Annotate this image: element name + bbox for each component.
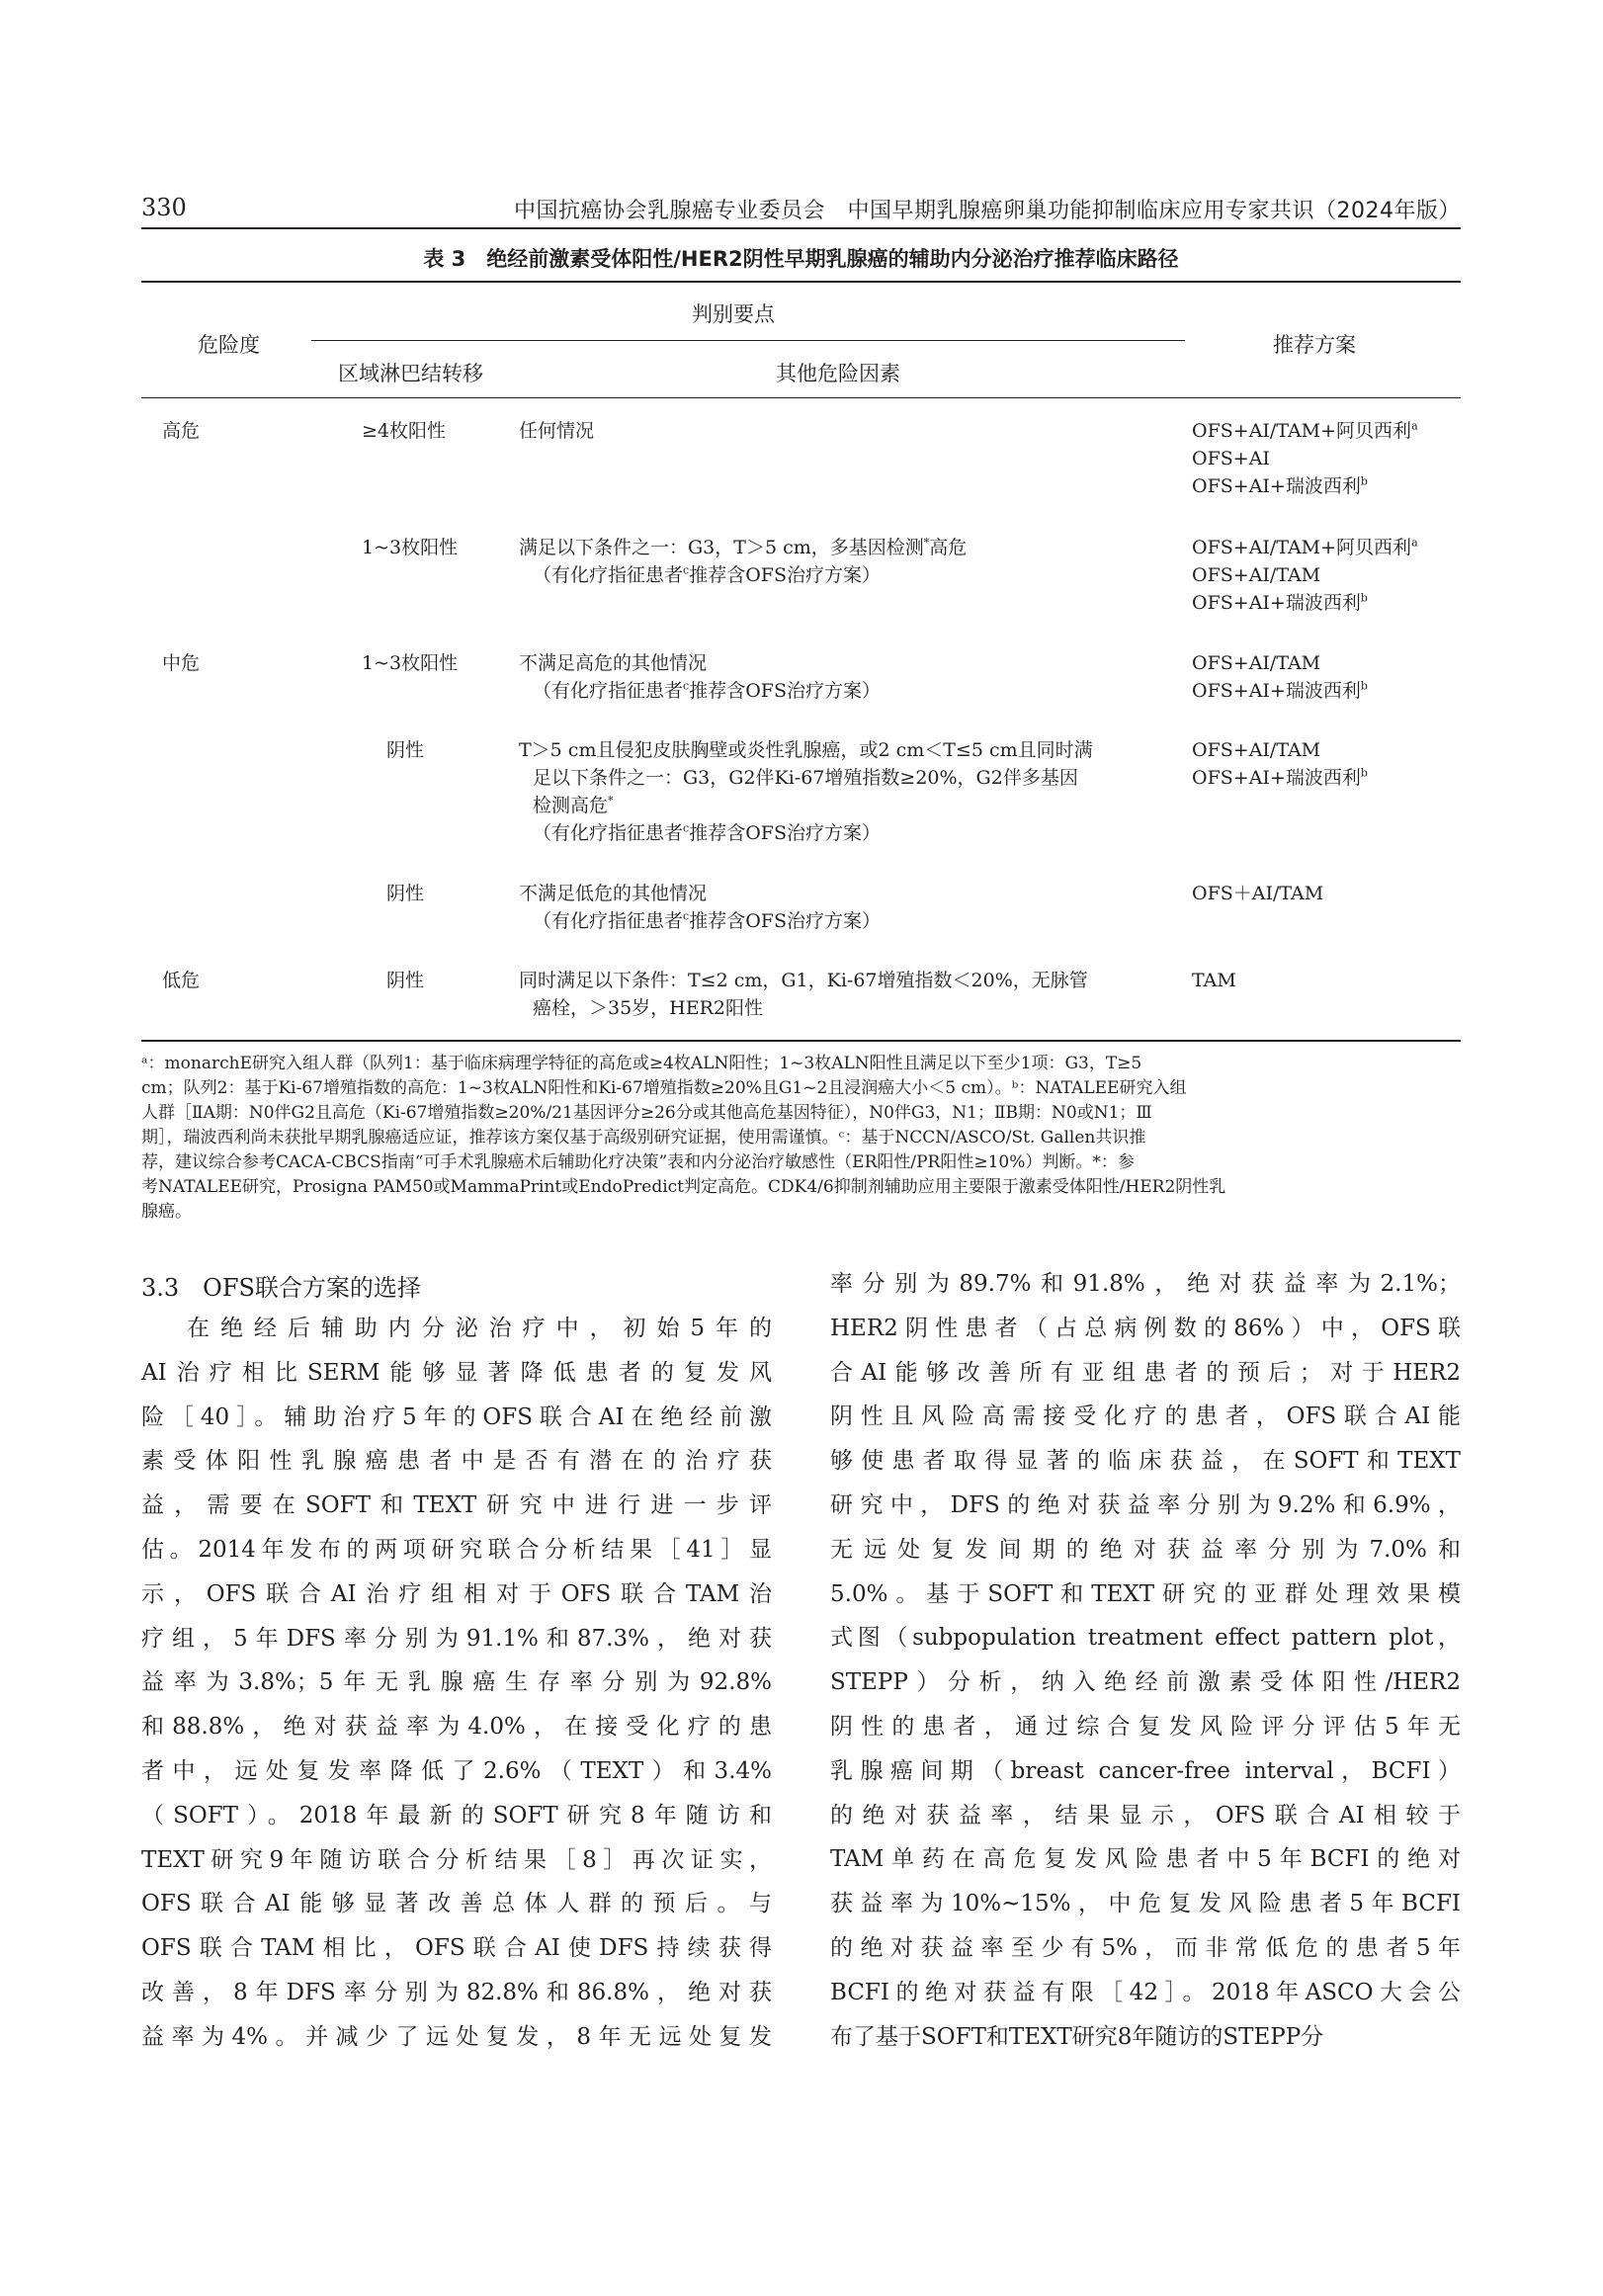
other-text: 不满足高危的其他情况 [519, 652, 708, 674]
cell-risk: 低危 [162, 970, 201, 991]
footnote-line: 荐，建议综合参考CACA-CBCS指南“可手术乳腺癌术后辅助化疗决策”表和内分泌治疗敏感性（ER阳性/PR阳性≥10%）判断。*：参 [141, 1152, 1135, 1172]
body-line: AI治疗相比SERM能够显著降低患者的复发风 [141, 1359, 772, 1386]
recommend-text: OFS+AI+瑞波西利 [1192, 767, 1361, 789]
body-line: TEXT研究9年随访联合分析结果［8］再次证实， [141, 1846, 772, 1873]
header-recommend: 推荐方案 [1273, 333, 1356, 357]
footnote-line: cm；队列2：基于Ki-67增殖指数的高危：1~3枚ALN阳性和Ki-67增殖指数≥20%且G1~2且浸润癌大小＜5 cm）。ᵇ：NATALEE研究入组 [141, 1078, 1187, 1098]
other-line [519, 880, 881, 907]
recommend-text: OFS＋AI/TAM [1192, 883, 1324, 904]
other-text: 检测高危 [533, 795, 609, 816]
body-line: 者中，远处复发率降低了2.6%（TEXT）和3.4% [141, 1757, 772, 1784]
body-line: TAM单药在高危复发风险患者中5年BCFI的绝对 [830, 1846, 1461, 1873]
other-line [519, 677, 881, 705]
cell-other-factors [519, 967, 1088, 1022]
body-line: 在绝经后辅助内分泌治疗中，初始5年的 [187, 1316, 772, 1341]
body-line: （SOFT）。2018年最新的SOFT研究8年随访和 [141, 1802, 772, 1828]
body-line: 阴性的患者，通过综合复发风险评分评估5年无 [830, 1713, 1461, 1740]
header-risk: 危险度 [198, 333, 260, 357]
body-line: OFS联合TAM相比，OFS联合AI使DFS持续获得 [141, 1935, 772, 1962]
footnote-mark: c [683, 909, 690, 923]
table-bottom-rule [141, 1040, 1461, 1042]
body-line: 险［40］。辅助治疗5年的OFS联合AI在绝经前激 [141, 1403, 772, 1430]
cell-other-factors [519, 417, 594, 445]
recommend-line [1192, 677, 1368, 705]
body-line: 率分别为89.7%和91.8%，绝对获益率为2.1%； [830, 1271, 1461, 1297]
body-line: STEPP）分析，纳入绝经前激素受体阳性/HER2 [830, 1669, 1461, 1696]
other-text: （有化疗指征患者 [533, 822, 684, 844]
cell-lymph: 1~3枚阳性 [362, 537, 459, 558]
other-text: （有化疗指征患者 [533, 910, 684, 932]
recommend-text: OFS+AI+瑞波西利 [1192, 475, 1361, 497]
body-line: 无远处复发间期的绝对获益率分别为7.0%和 [830, 1536, 1461, 1563]
other-text: 满足以下条件之一：G3，T＞5 cm，多基因检测 [519, 537, 924, 558]
other-text: 推荐含OFS治疗方案） [689, 822, 881, 844]
cell-other-factors [519, 880, 881, 935]
body-line: 估。2014年发布的两项研究联合分析结果［41］显 [141, 1536, 772, 1563]
body-line: 的绝对获益率至少有5%，而非常低危的患者5年 [830, 1934, 1461, 1961]
other-text: 推荐含OFS治疗方案） [689, 564, 881, 586]
footnote-mark: * [923, 536, 930, 550]
recommend-line [1192, 445, 1418, 472]
cell-lymph: 阴性 [386, 883, 425, 904]
other-text: （有化疗指征患者 [533, 564, 684, 586]
recommend-text: OFS+AI/TAM [1192, 564, 1321, 586]
body-line: 合AI能够改善所有亚组患者的预后；对于HER2 [830, 1359, 1461, 1386]
header-lymph: 区域淋巴结转移 [338, 362, 483, 385]
header-divider [141, 227, 1461, 229]
body-line: 改善，8年DFS率分别为82.8%和86.8%，绝对获 [141, 1979, 772, 2005]
footnote-mark: b [1360, 679, 1368, 693]
other-text: T＞5 cm且侵犯皮肤胸壁或炎性乳腺癌，或2 cm＜T≤5 cm且同时满 [519, 739, 1093, 761]
other-line [519, 764, 1093, 792]
recommend-line [1192, 649, 1368, 677]
footnote-mark: c [683, 563, 690, 577]
recommend-line [1192, 417, 1418, 445]
body-line: 研究中，DFS的绝对获益率分别为9.2%和6.9%， [830, 1491, 1461, 1518]
body-line: 阴性且风险高需接受化疗的患者，OFS联合AI能 [830, 1403, 1461, 1430]
footnote-mark: a [1411, 536, 1418, 550]
recommend-text: OFS+AI/TAM+阿贝西利 [1192, 420, 1412, 442]
other-text: 推荐含OFS治疗方案） [689, 910, 881, 932]
recommend-text: OFS+AI [1192, 448, 1270, 469]
body-line: 素受体阳性乳腺癌患者中是否有潜在的治疗获 [141, 1448, 772, 1475]
cell-recommend [1192, 534, 1418, 617]
other-line [519, 649, 881, 677]
other-line [519, 736, 1093, 764]
recommend-text: OFS+AI/TAM [1192, 739, 1321, 761]
footnote-line: ᵃ：monarchE研究入组人群（队列1：基于临床病理学特征的高危或≥4枚ALN阳性；1~3枚ALN阳性且满足以下至少1项：G3，T≥5 [141, 1054, 1142, 1073]
other-line [519, 819, 1093, 847]
table-header-rule [141, 397, 1461, 398]
footnote-mark: a [1411, 419, 1418, 433]
cell-recommend [1192, 736, 1368, 792]
recommend-line [1192, 736, 1368, 764]
footnote-mark: c [683, 679, 690, 693]
header-criteria: 判别要点 [692, 302, 775, 326]
other-line [519, 967, 1088, 994]
other-text: 高危 [929, 537, 968, 558]
body-line: HER2阴性患者（占总病例数的86%）中，OFS联 [830, 1315, 1461, 1341]
recommend-line [1192, 561, 1418, 589]
recommend-text: OFS+AI+瑞波西利 [1192, 680, 1361, 702]
cell-other-factors [519, 649, 881, 705]
footnote-mark: b [1360, 591, 1368, 605]
body-line: 的绝对获益率，结果显示，OFS联合AI相较于 [830, 1802, 1461, 1828]
recommend-line [1192, 472, 1418, 500]
footnote-mark: b [1360, 474, 1368, 488]
body-line: 获益率为10%~15%，中危复发风险患者5年BCFI [830, 1891, 1461, 1917]
body-line: OFS联合AI能够显著改善总体人群的预后。与 [141, 1891, 772, 1917]
section-heading: 3.3 OFS联合方案的选择 [141, 1274, 421, 1302]
cell-risk: 中危 [162, 652, 201, 674]
recommend-line [1192, 764, 1368, 792]
body-line: 益，需要在SOFT和TEXT研究中进行进一步评 [141, 1492, 772, 1519]
recommend-text: TAM [1192, 970, 1236, 991]
other-text: 足以下条件之一：G3，G2伴Ki-67增殖指数≥20%，G2伴多基因 [533, 767, 1078, 789]
other-line [519, 534, 967, 561]
other-line: 任何情况 [519, 420, 595, 442]
recommend-text: OFS+AI+瑞波西利 [1192, 592, 1361, 614]
header-other: 其他危险因素 [776, 362, 900, 385]
footnote-line: 期］，瑞波西利尚未获批早期乳腺癌适应证，推荐该方案仅基于高级别研究证据，使用需谨慎。ᶜ：基于NCCN/ASCO/St. Gallen共识推 [141, 1128, 1146, 1148]
table-top-rule [141, 281, 1461, 283]
body-line: 乳腺癌间期（breast cancer-free interval，BCFI） [830, 1757, 1461, 1784]
other-line [519, 994, 1088, 1022]
body-line: 5.0%。基于SOFT和TEXT研究的亚群处理效果模 [830, 1580, 1461, 1607]
cell-other-factors [519, 534, 967, 589]
other-line [519, 792, 1093, 819]
body-line: 益率为4%。并减少了远处复发，8年无远处复发 [141, 2023, 772, 2050]
body-line: 疗组，5年DFS率分别为91.1%和87.3%，绝对获 [141, 1625, 772, 1652]
other-line [519, 561, 967, 589]
recommend-text: OFS+AI/TAM+阿贝西利 [1192, 537, 1412, 558]
recommend-line [1192, 880, 1323, 907]
criteria-underline [311, 340, 1185, 341]
body-line: 够使患者取得显著的临床获益，在SOFT和TEXT [830, 1448, 1461, 1475]
cell-lymph: ≥4枚阳性 [362, 420, 447, 442]
footnote-mark: b [1360, 766, 1368, 780]
cell-lymph: 阴性 [386, 970, 425, 991]
recommend-line [1192, 534, 1418, 561]
footnote-line: 考NATALEE研究，Prosigna PAM50或MammaPrint或EndoPredict判定高危。CDK4/6抑制剂辅助应用主要限于激素受体阳性/HER2阴性乳 [141, 1177, 1226, 1197]
cell-risk: 高危 [162, 420, 201, 442]
body-column-left [141, 1307, 772, 2060]
other-text: 不满足低危的其他情况 [519, 883, 708, 904]
recommend-line [1192, 967, 1236, 994]
footnote-line: 人群［ⅡA期：N0伴G2且高危（Ki-67增殖指数≥20%/21基因评分≥26分或其他高危基因特征），N0伴G3，N1；ⅡB期：N0或N1；Ⅲ [141, 1103, 1152, 1123]
cell-lymph: 1~3枚阳性 [362, 652, 459, 674]
footnote-line: 腺癌。 [141, 1202, 192, 1222]
footnote-mark: * [608, 794, 614, 808]
body-line: 和88.8%，绝对获益率为4.0%，在接受化疗的患 [141, 1714, 772, 1741]
footnote-mark: c [683, 821, 690, 835]
cell-other-factors [519, 736, 1093, 847]
page-number: 330 [141, 194, 187, 221]
recommend-text: OFS+AI/TAM [1192, 652, 1321, 674]
body-line: 布了基于SOFT和TEXT研究8年随访的STEPP分 [830, 2023, 1324, 2050]
body-column-right [830, 1262, 1461, 2059]
table-footnote [141, 1052, 1461, 1225]
other-text: （有化疗指征患者 [533, 680, 684, 702]
recommend-line [1192, 589, 1418, 617]
body-line: 示，OFS联合AI治疗组相对于OFS联合TAM治 [141, 1580, 772, 1607]
cell-recommend [1192, 417, 1418, 500]
other-text: 癌栓，＞35岁，HER2阳性 [533, 997, 764, 1019]
other-line [519, 907, 881, 935]
other-text: 同时满足以下条件：T≤2 cm，G1，Ki-67增殖指数＜20%，无脉管 [519, 970, 1088, 991]
cell-recommend [1192, 967, 1236, 994]
cell-recommend [1192, 880, 1323, 907]
body-line: BCFI的绝对获益有限［42］。2018年ASCO大会公 [830, 1979, 1461, 2005]
other-text: 推荐含OFS治疗方案） [689, 680, 881, 702]
cell-lymph: 阴性 [386, 739, 425, 761]
running-header-title: 中国抗癌协会乳腺癌专业委员会 中国早期乳腺癌卵巢功能抑制临床应用专家共识（2024年版） [514, 199, 1461, 223]
body-line: 益率为3.8%；5年无乳腺癌生存率分别为92.8% [141, 1669, 772, 1696]
cell-recommend [1192, 649, 1368, 705]
body-line: 式图（subpopulation treatment effect pattern plot， [830, 1625, 1461, 1652]
table-title: 表 3 绝经前激素受体阳性/HER2阴性早期乳腺癌的辅助内分泌治疗推荐临床路径 [423, 247, 1179, 271]
